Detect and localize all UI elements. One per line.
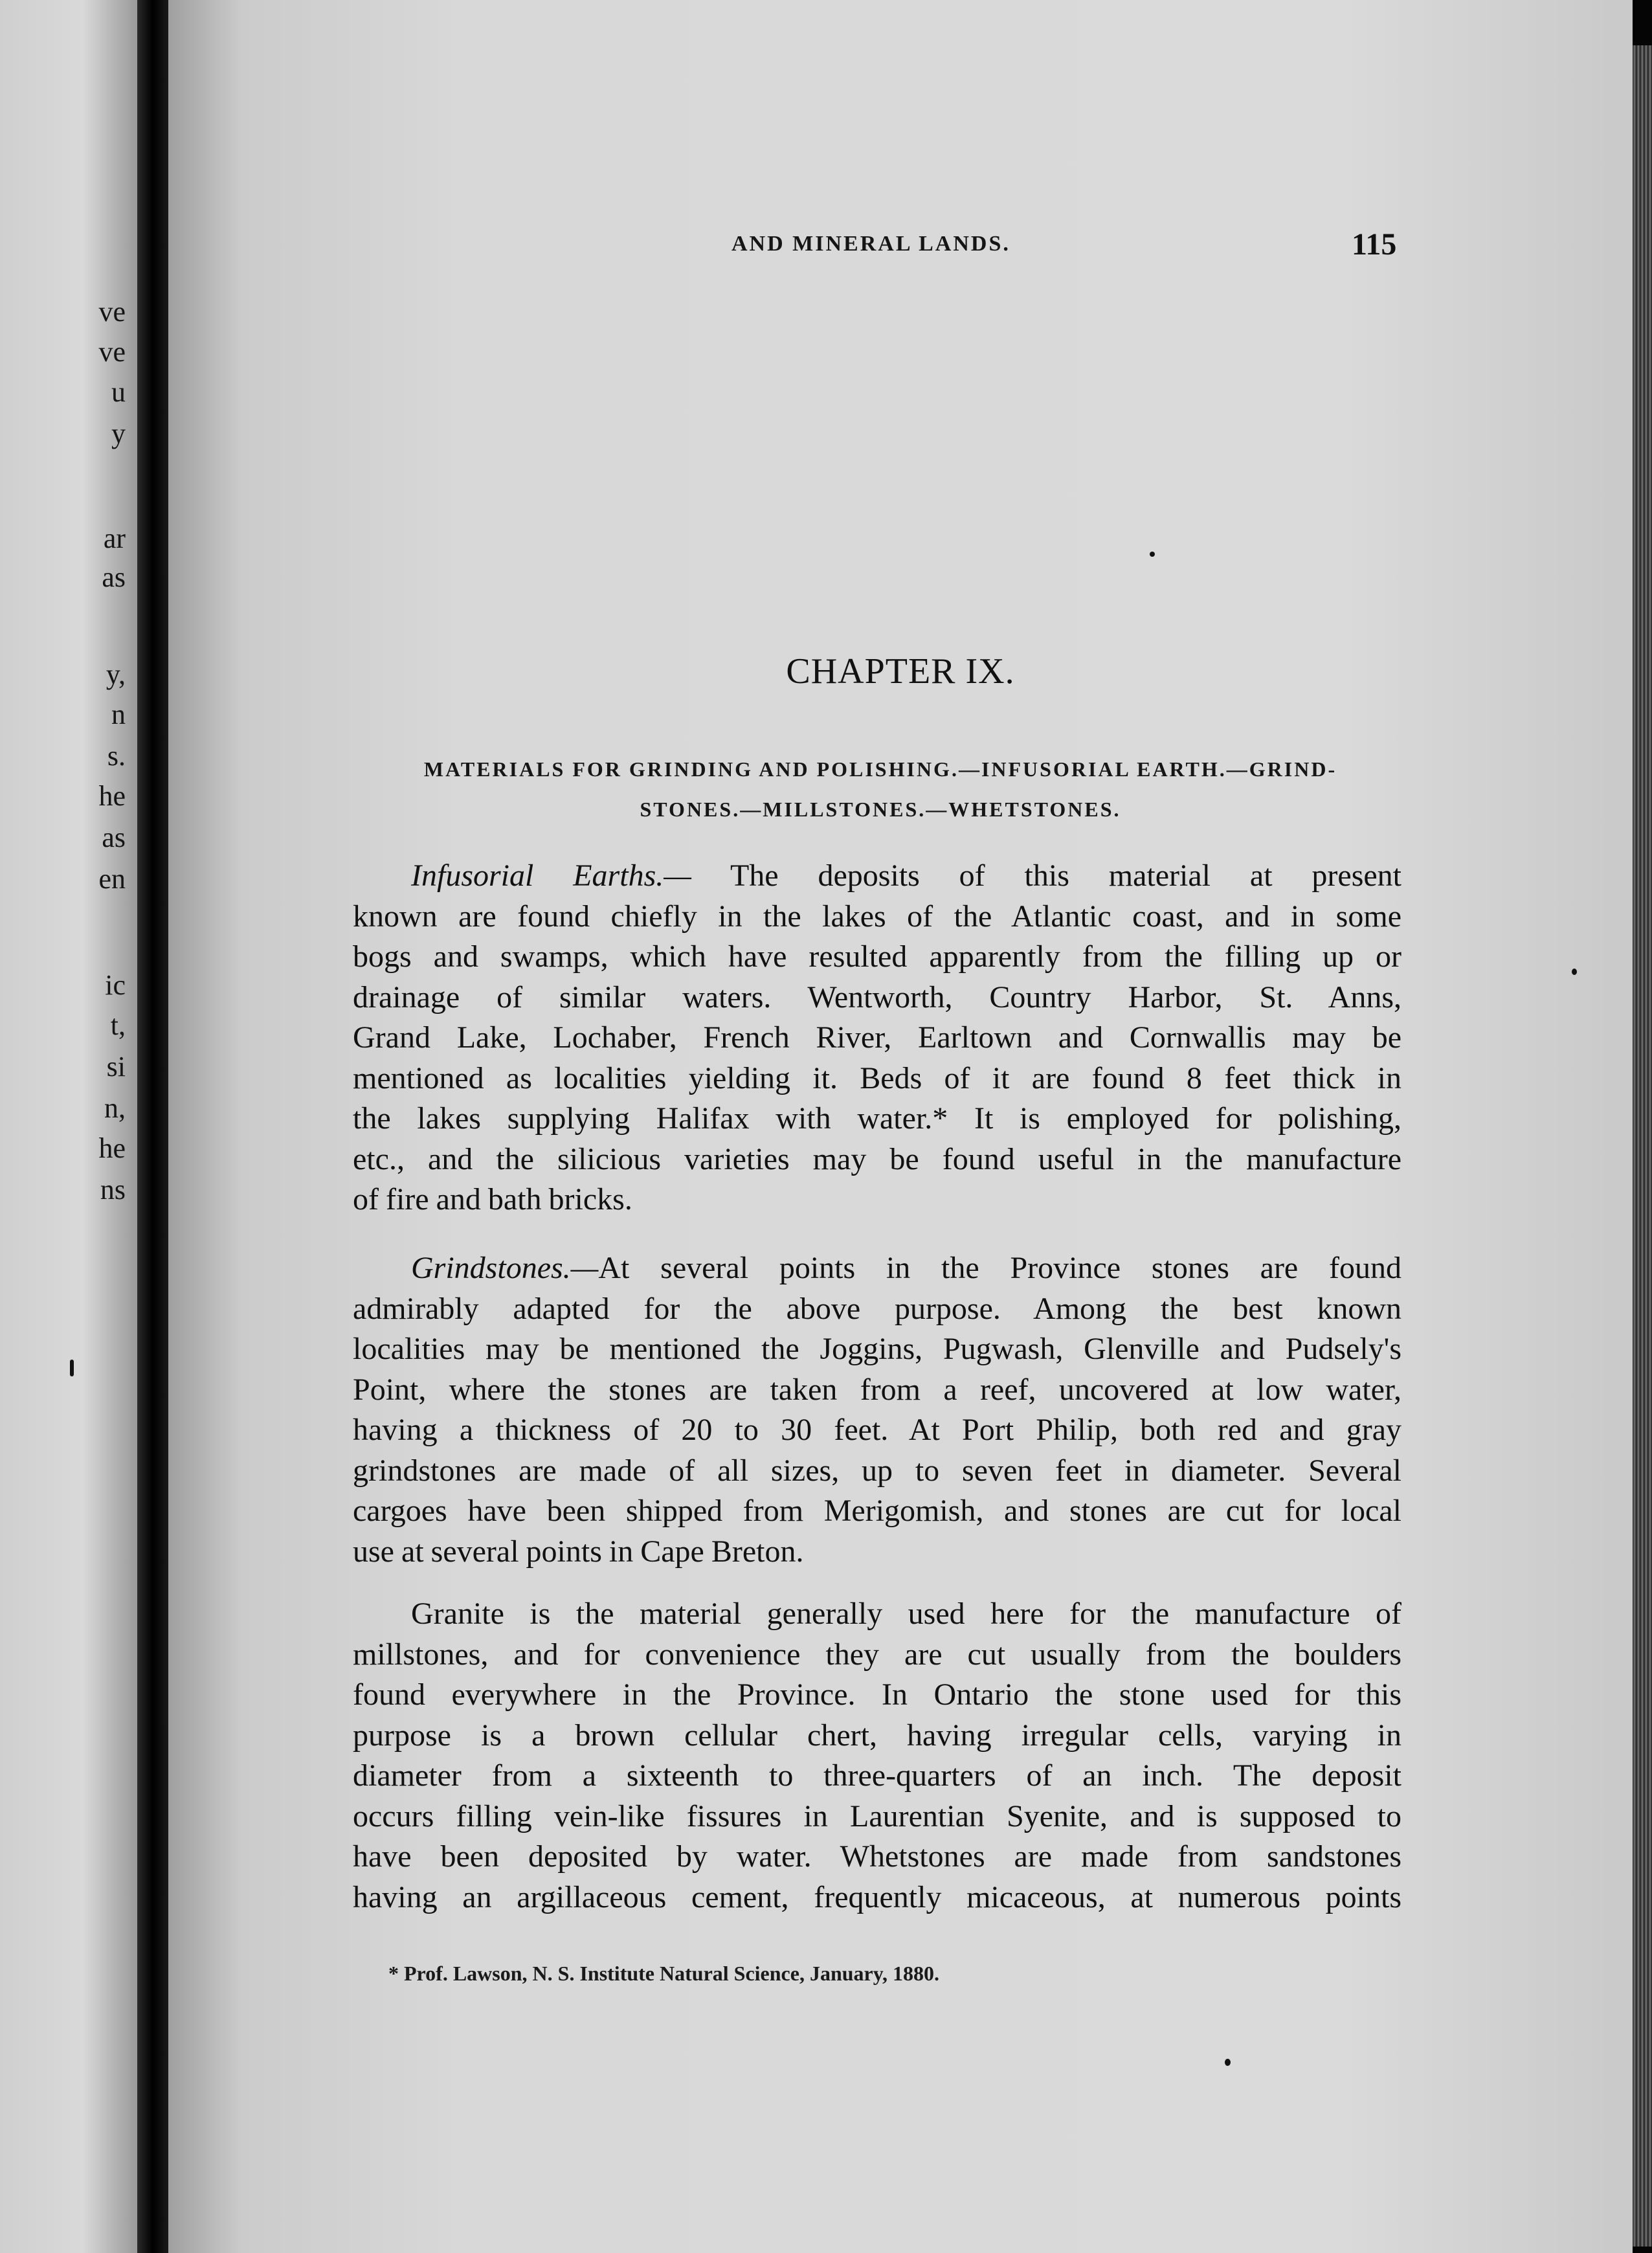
page-edge-stack [1633,45,1652,2247]
paragraph-line: having a thickness of 20 to 30 feet. At Port Philip, both red and gray [353,1413,1401,1447]
paragraph-lead: Infusorial Earths.— [411,858,691,893]
paragraph-line: Point, where the stones are taken from a reef, uncovered at low water, [353,1372,1401,1407]
paragraph-line: occurs filling vein-like fissures in Laurentian Syenite, and is supposed to [353,1799,1401,1833]
left-page-text: t, [110,1009,126,1041]
ink-speck [1225,2059,1231,2066]
paragraph-line: Grindstones.—At several points in the Province stones are found [411,1251,1401,1285]
chapter-title: CHAPTER IX. [786,651,1015,691]
paragraph-line: known are found chiefly in the lakes of the Atlantic coast, and in some [353,899,1401,934]
paragraph-line: bogs and swamps, which have resulted apparently from the filling up or [353,939,1401,974]
running-header: AND MINERAL LANDS. [731,232,1010,256]
paragraph-line: purpose is a brown cellular chert, having irregular cells, varying in [353,1718,1401,1753]
left-page-fragment [0,0,137,2253]
paragraph-infusorial-earths [353,856,1401,1220]
paragraph-line: have been deposited by water. Whetstones are made from sandstones [353,1839,1401,1874]
paragraph-grindstones [353,1248,1401,1572]
paragraph-line: having an argillaceous cement, frequently micaceous, at numerous points [353,1879,1401,1914]
left-page-text: ar [103,522,126,554]
paragraph-line: mentioned as localities yielding it. Beds of it are found 8 feet thick in [353,1060,1401,1095]
paragraph-line: Infusorial Earths.— The deposits of this material at present [411,858,1402,893]
paragraph-line: the lakes supplying Halifax with water.* It is employed for polishing, [353,1101,1401,1136]
left-page-text: as [102,561,126,593]
left-page-text: n, [104,1092,126,1124]
paragraph-line: localities may be mentioned the Joggins, Pugwash, Glenville and Pudsely's [353,1332,1401,1366]
left-page-text: he [98,1132,126,1164]
paragraph-line: diameter from a sixteenth to three-quarters of an inch. The deposit [353,1758,1401,1793]
paragraph-line: Grand Lake, Lochaber, French River, Earltown and Cornwallis may be [353,1020,1401,1055]
ink-speck [1572,969,1577,975]
paragraph-line: admirably adapted for the above purpose. Among the best known [353,1291,1401,1326]
left-page-text: si [106,1051,126,1082]
left-page-text: u [111,376,126,408]
left-page-text: y [111,418,126,449]
left-page-text: n [111,699,126,730]
paragraph-line: Granite is the material generally used here for the manufacture of [411,1597,1401,1631]
paragraph-line: use at several points in Cape Breton. [353,1534,804,1569]
paragraph-lead: Grindstones.— [411,1251,599,1285]
paragraph-millstones-whetstones [353,1594,1401,1918]
left-page-text: en [98,863,126,895]
left-page-text: s. [107,740,126,772]
ink-speck [1150,552,1155,557]
left-page-text: ns [100,1174,126,1205]
footnote: * Prof. Lawson, N. S. Institute Natural Science, January, 1880. [388,1962,939,1985]
left-page-text: as [102,822,126,853]
left-page-text: he [98,780,126,812]
paragraph-line: millstones, and for convenience they are cut usually from the boulders [353,1637,1401,1672]
chapter-subheading: MATERIALS FOR GRINDING AND POLISHING.—INFUSORIAL EARTH.—GRIND- [423,757,1337,781]
left-page-text: ve [98,336,126,368]
paragraph-line: grindstones are made of all sizes, up to seven feet in diameter. Several [353,1453,1401,1488]
paragraph-line: of fire and bath bricks. [353,1182,632,1216]
ink-speck [70,1360,74,1376]
chapter-subheading: STONES.—MILLSTONES.—WHETSTONES. [640,798,1121,821]
book-gutter [137,0,168,2253]
paragraph-line: etc., and the silicious varieties may be found useful in the manufacture [353,1141,1401,1176]
left-page-text: y, [106,658,126,690]
left-page-text: ic [105,969,126,1001]
paragraph-line: found everywhere in the Province. In Ontario the stone used for this [353,1677,1401,1712]
page-number: 115 [1352,227,1397,262]
left-page-text: ve [98,296,126,328]
paragraph-line: drainage of similar waters. Wentworth, Country Harbor, St. Anns, [353,980,1401,1014]
paragraph-line: cargoes have been shipped from Merigomish, and stones are cut for local [353,1494,1401,1528]
